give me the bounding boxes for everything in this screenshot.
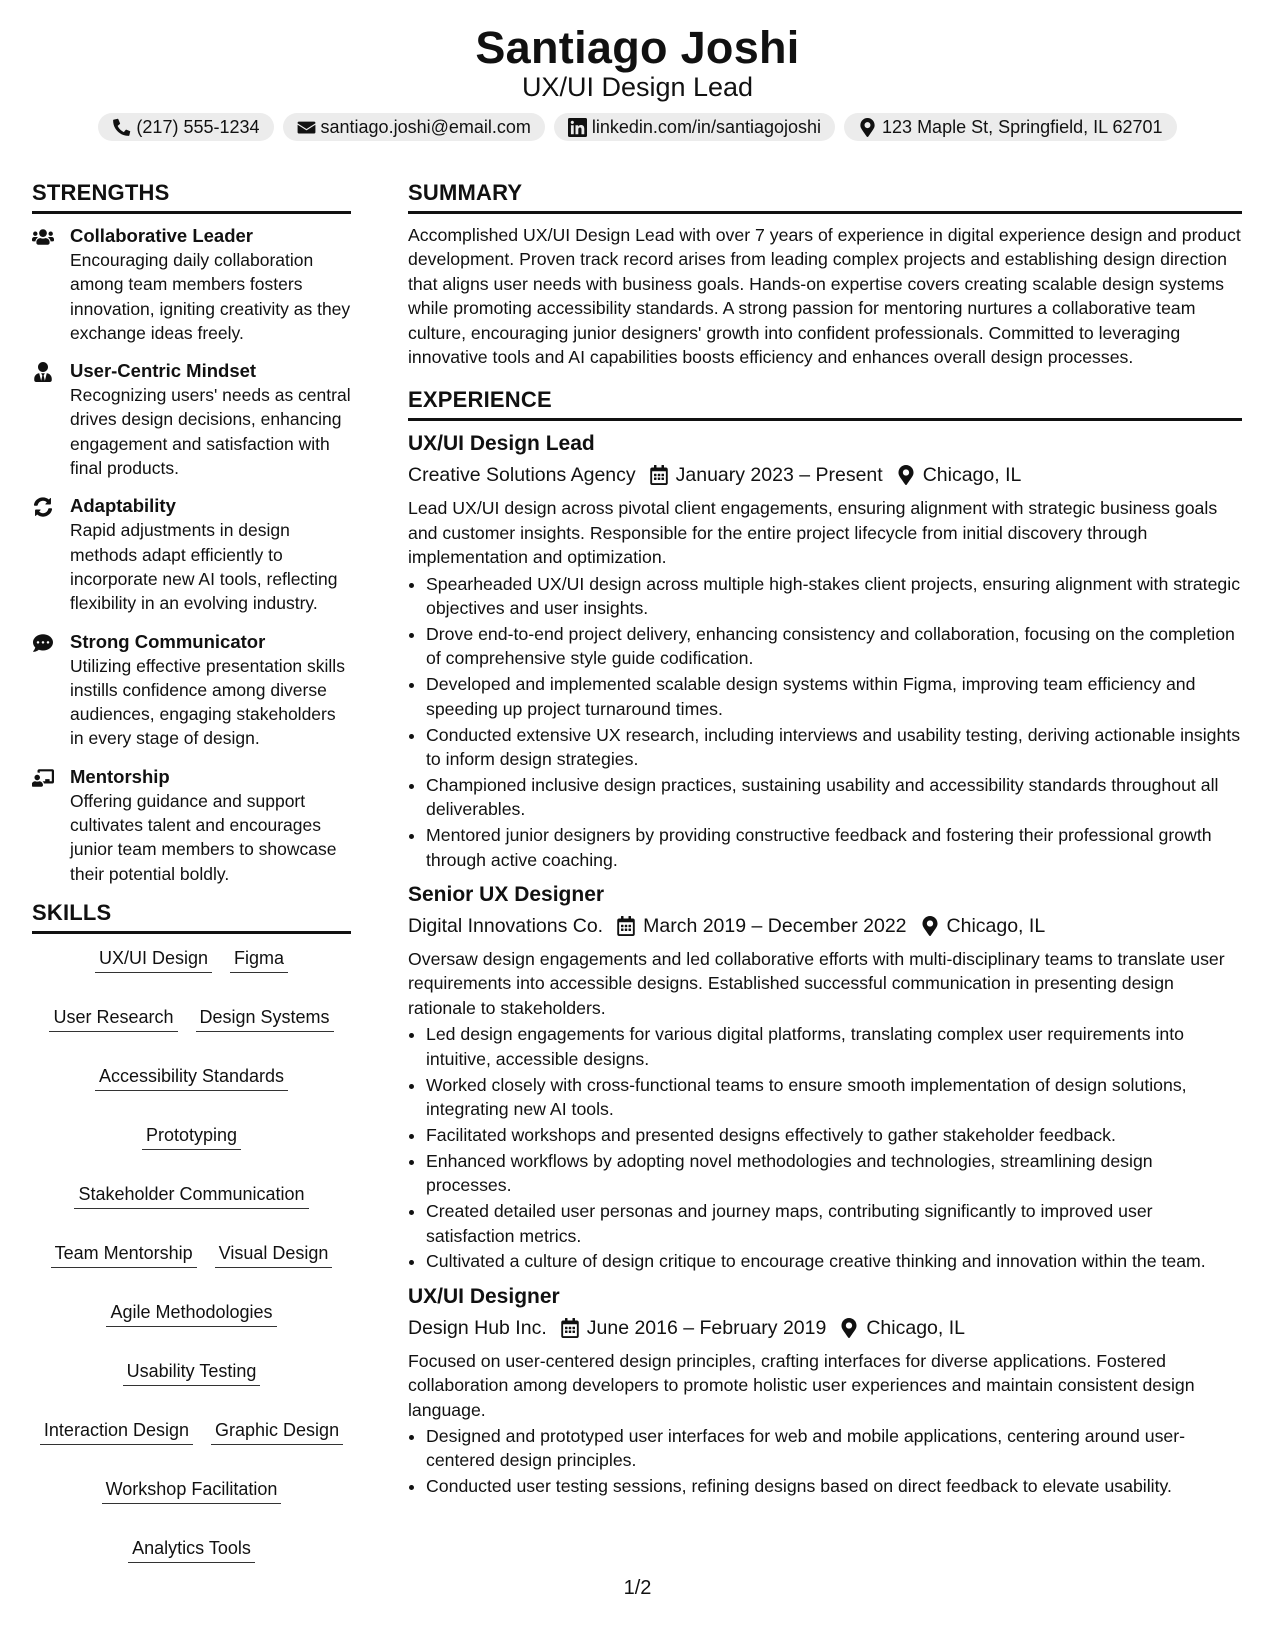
job-location: Chicago, IL	[922, 464, 1022, 487]
job-entry	[408, 880, 1242, 1274]
strength-desc: Recognizing users' needs as central drives design decisions, enhancing engagement and satisfaction with final products.	[70, 385, 351, 479]
skill-tag: Accessibility Standards	[95, 1064, 288, 1091]
strength-item	[32, 359, 351, 480]
contact-phone[interactable]	[98, 113, 273, 141]
phone-text: (217) 555-1234	[136, 116, 260, 137]
experience-heading: EXPERIENCE	[408, 387, 1242, 421]
skill-tag: Prototyping	[142, 1123, 241, 1150]
address-text: 123 Maple St, Springfield, IL 62701	[882, 116, 1163, 137]
job-bullets	[408, 1424, 1242, 1499]
strength-desc: Offering guidance and support cultivates talent and encourages junior team members to showcase their potential boldly.	[70, 790, 337, 884]
map-marker-icon	[897, 465, 915, 485]
job-description: Lead UX/UI design across pivotal client engagements, ensuring alignment with strategic business goals and customer insights. Responsible for the entire project lifecycle from initial discovery through implementation and optimization.	[408, 498, 1218, 568]
strength-item	[32, 765, 351, 886]
skill-tag: Interaction Design	[40, 1418, 193, 1445]
linkedin-icon	[568, 118, 587, 137]
experience-section	[408, 387, 1242, 1498]
strengths-list	[32, 224, 351, 886]
strength-item	[32, 494, 351, 615]
skills-list	[32, 946, 351, 1563]
map-marker-icon	[858, 118, 877, 137]
job-location: Chicago, IL	[946, 915, 1046, 938]
skill-tag: Visual Design	[215, 1241, 333, 1268]
strength-desc: Encouraging daily collaboration among team members fosters innovation, igniting creativity as they exchange ideas freely.	[70, 250, 351, 343]
map-marker-icon	[921, 916, 939, 936]
job-bullet: • Drove end-to-end project delivery, enhancing consistency and collaboration, focusing on the completion of comprehensive style guide codification.	[426, 622, 1242, 671]
users-icon	[32, 227, 54, 247]
skill-tag: Graphic Design	[211, 1418, 343, 1445]
job-bullet: • Cultivated a culture of design critique to encourage creative thinking and innovation within the team.	[426, 1249, 1242, 1273]
candidate-role: UX/UI Design Lead	[521, 72, 754, 102]
right-column	[408, 180, 1242, 1500]
sync-icon	[32, 497, 54, 517]
job-bullet: • Conducted user testing sessions, refining designs based on direct feedback to elevate usability.	[426, 1474, 1242, 1498]
job-location: Chicago, IL	[866, 1316, 965, 1339]
user-tie-icon	[32, 362, 54, 382]
strength-desc: Utilizing effective presentation skills instills confidence among diverse audiences, engaging stakeholders in every stage of design.	[70, 655, 345, 749]
calendar-icon	[650, 465, 668, 485]
summary-heading: SUMMARY	[408, 180, 1242, 214]
calendar-icon	[561, 1318, 579, 1338]
skill-tag: Workshop Facilitation	[102, 1477, 282, 1504]
job-bullet: • Facilitated workshops and presented designs effectively to gather stakeholder feedback.	[426, 1123, 1242, 1147]
strength-title: Adaptability	[70, 495, 176, 517]
calendar-icon	[617, 916, 635, 936]
strength-item	[32, 630, 351, 751]
strengths-heading: STRENGTHS	[32, 180, 351, 214]
comment-icon	[32, 633, 54, 653]
job-bullet: • Developed and implemented scalable design systems within Figma, improving team efficiency and speeding up project turnaround times.	[426, 672, 1242, 721]
job-bullets	[408, 1022, 1242, 1274]
job-entry	[408, 429, 1242, 872]
skill-tag: Agile Methodologies	[106, 1300, 276, 1327]
job-company: Digital Innovations Co.	[408, 915, 604, 938]
job-title: UX/UI Designer	[408, 1284, 560, 1308]
skills-heading: SKILLS	[32, 900, 351, 934]
skill-tag: Figma	[230, 946, 288, 973]
job-bullet: • Worked closely with cross-functional teams to ensure smooth implementation of design solutions, integrating new AI tools.	[426, 1073, 1242, 1122]
job-dates: June 2016 – February 2019	[586, 1316, 827, 1339]
page-number: 1/2	[623, 1577, 652, 1599]
envelope-icon	[297, 118, 316, 137]
linkedin-text: linkedin.com/in/santiagojoshi	[591, 116, 822, 137]
phone-icon	[112, 118, 131, 137]
skill-tag: Analytics Tools	[128, 1536, 255, 1563]
job-entry	[408, 1282, 1242, 1499]
job-bullet: • Conducted extensive UX research, including interviews and usability testing, deriving actionable insights to inform design strategies.	[426, 723, 1242, 772]
skill-tag: Team Mentorship	[51, 1241, 197, 1268]
job-bullet: • Enhanced workflows by adopting novel methodologies and technologies, streamlining design processes.	[426, 1149, 1242, 1198]
job-title: Senior UX Designer	[408, 883, 605, 907]
job-description: Focused on user-centered design principles, crafting interfaces for diverse applications. Fostered collaboration among developers to promote holistic user experiences and maintain consistent design language.	[408, 1350, 1195, 1420]
map-marker-icon	[840, 1318, 858, 1338]
job-bullet: • Spearheaded UX/UI design across multiple high-stakes client projects, ensuring alignment with strategic objectives and user insights.	[426, 572, 1242, 621]
email-text: santiago.joshi@email.com	[320, 116, 531, 137]
strength-title: Mentorship	[70, 765, 170, 787]
left-column	[32, 180, 351, 1563]
job-meta	[408, 460, 1242, 490]
job-description: Oversaw design engagements and led collaborative efforts with multi-disciplinary teams to translate user requirements into accessible designs. Established successful communication in presenting design rationale to stakeholders.	[408, 949, 1225, 1018]
strength-title: Collaborative Leader	[70, 225, 254, 246]
job-meta	[408, 1313, 1242, 1343]
job-dates: January 2023 – Present	[675, 464, 883, 487]
strength-title: User-Centric Mindset	[70, 360, 257, 382]
summary-text: Accomplished UX/UI Design Lead with over 7 years of experience in digital experience design and product development. Proven track record arises from leading complex projects and establishing design direction that aligns user needs with business goals. Hands-on expertise covers creating scalable design systems while promoting accessibility standards. A strong passion for mentoring nurtures a collaborative team culture, encouraging junior designers' growth into confident professionals. Committed to leveraging innovative tools and AI capabilities boosts efficiency and enhances overall design processes.	[408, 225, 1241, 368]
strength-item	[32, 224, 351, 345]
job-bullet: • Championed inclusive design practices, sustaining usability and accessibility standards throughout all deliverables.	[426, 773, 1242, 822]
job-bullet: • Led design engagements for various digital platforms, translating complex user requirements into intuitive, accessible designs.	[426, 1022, 1242, 1071]
job-bullets	[408, 572, 1242, 872]
job-title: UX/UI Design Lead	[408, 432, 595, 456]
skill-tag: Stakeholder Communication	[74, 1182, 308, 1209]
job-company: Creative Solutions Agency	[408, 464, 636, 487]
contact-bar	[0, 113, 1275, 141]
job-meta	[408, 911, 1242, 941]
chalkboard-teacher-icon	[32, 768, 54, 788]
job-bullet: • Designed and prototyped user interfaces for web and mobile applications, centering around user-centered design principles.	[426, 1424, 1242, 1473]
candidate-name: Santiago Joshi	[475, 22, 800, 73]
skill-tag: Usability Testing	[123, 1359, 261, 1386]
contact-address	[844, 113, 1177, 141]
strength-desc: Rapid adjustments in design methods adapt efficiently to incorporate new AI tools, reflecting flexibility in an evolving industry.	[70, 520, 338, 614]
job-bullet: • Mentored junior designers by providing constructive feedback and fostering their professional growth through active coaching.	[426, 823, 1242, 872]
contact-email[interactable]	[283, 113, 545, 141]
job-bullet: • Created detailed user personas and journey maps, contributing significantly to improved user satisfaction metrics.	[426, 1199, 1242, 1248]
skill-tag: User Research	[49, 1005, 177, 1032]
job-dates: March 2019 – December 2022	[643, 915, 907, 938]
job-company: Design Hub Inc.	[408, 1316, 547, 1339]
strength-title: Strong Communicator	[70, 630, 266, 652]
skills-section	[32, 900, 351, 1563]
contact-linkedin[interactable]	[554, 113, 835, 141]
skill-tag: UX/UI Design	[95, 946, 212, 973]
skill-tag: Design Systems	[196, 1005, 334, 1032]
